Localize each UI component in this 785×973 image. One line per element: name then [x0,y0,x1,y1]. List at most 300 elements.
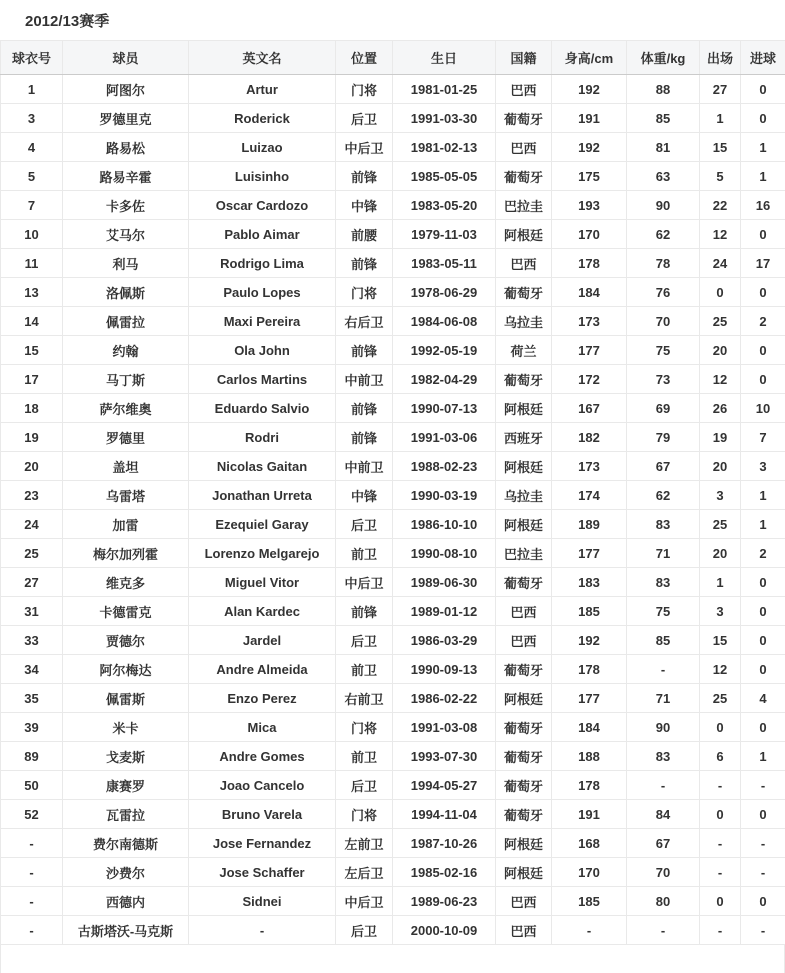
table-cell: 中后卫 [336,568,393,597]
table-cell: 中前卫 [336,452,393,481]
table-cell: 26 [700,394,741,423]
table-cell: 178 [552,655,627,684]
table-cell: Artur [189,75,336,104]
column-header: 出场 [700,41,741,75]
table-cell: Maxi Pereira [189,307,336,336]
table-cell: - [627,771,700,800]
table-cell: 0 [741,220,785,249]
table-cell: 11 [1,249,63,278]
table-cell: 沙费尔 [63,858,189,887]
table-cell: 7 [741,423,785,452]
table-cell: 71 [627,684,700,713]
table-row [1,800,785,829]
table-cell: 路易松 [63,133,189,162]
table-cell: 1984-06-08 [393,307,496,336]
table-cell: 加雷 [63,510,189,539]
table-cell: 中锋 [336,191,393,220]
table-cell: 20 [700,336,741,365]
table-cell: 巴西 [496,249,552,278]
table-cell: 中锋 [336,481,393,510]
table-cell: 1991-03-08 [393,713,496,742]
table-row [1,307,785,336]
table-cell: 后卫 [336,626,393,655]
header-row [1,41,785,75]
table-cell: 1983-05-20 [393,191,496,220]
table-cell: - [700,858,741,887]
table-cell: 71 [627,539,700,568]
table-cell: 50 [1,771,63,800]
table-cell: 24 [700,249,741,278]
table-cell: 2000-10-09 [393,916,496,945]
table-cell: 葡萄牙 [496,365,552,394]
table-row [1,742,785,771]
table-cell: 0 [741,365,785,394]
table-cell: Jonathan Urreta [189,481,336,510]
table-cell: 阿根廷 [496,452,552,481]
table-cell: Andre Almeida [189,655,336,684]
table-cell: 191 [552,104,627,133]
table-cell: Nicolas Gaitan [189,452,336,481]
table-row [1,771,785,800]
table-cell: 1983-05-11 [393,249,496,278]
table-cell: Joao Cancelo [189,771,336,800]
table-cell: 52 [1,800,63,829]
table-cell: 维克多 [63,568,189,597]
table-cell: 贾德尔 [63,626,189,655]
table-row [1,191,785,220]
table-cell: 27 [1,568,63,597]
table-row [1,916,785,945]
column-header: 进球 [741,41,785,75]
table-cell: 1 [700,104,741,133]
column-header: 英文名 [189,41,336,75]
table-cell: 16 [741,191,785,220]
table-cell: 20 [700,452,741,481]
table-cell: 4 [741,684,785,713]
table-cell: 12 [700,220,741,249]
table-cell: 70 [627,858,700,887]
table-cell: 右前卫 [336,684,393,713]
table-cell: 梅尔加列霍 [63,539,189,568]
table-cell: 25 [700,684,741,713]
table-cell: 中后卫 [336,133,393,162]
table-cell: 189 [552,510,627,539]
table-cell: Alan Kardec [189,597,336,626]
table-cell: Bruno Varela [189,800,336,829]
table-cell: 西德内 [63,887,189,916]
table-row [1,655,785,684]
table-cell: 12 [700,655,741,684]
table-cell: 1989-01-12 [393,597,496,626]
table-cell: Jardel [189,626,336,655]
table-cell: 佩雷斯 [63,684,189,713]
table-row [1,336,785,365]
table-cell: 卡多佐 [63,191,189,220]
table-cell: 1991-03-30 [393,104,496,133]
table-cell: 193 [552,191,627,220]
table-cell: 17 [741,249,785,278]
table-cell: 10 [1,220,63,249]
table-cell: 15 [700,626,741,655]
table-cell: - [700,771,741,800]
table-cell: 3 [700,597,741,626]
table-cell: Paulo Lopes [189,278,336,307]
table-cell: 费尔南德斯 [63,829,189,858]
table-cell: 1981-01-25 [393,75,496,104]
table-cell: Jose Schaffer [189,858,336,887]
table-cell: 1 [700,568,741,597]
table-row [1,365,785,394]
table-cell: 葡萄牙 [496,568,552,597]
table-cell: 约翰 [63,336,189,365]
table-cell: 前腰 [336,220,393,249]
table-cell: 7 [1,191,63,220]
table-cell: 乌拉圭 [496,481,552,510]
table-cell: Luizao [189,133,336,162]
table-cell: - [1,916,63,945]
table-cell: 前卫 [336,539,393,568]
table-cell: 170 [552,220,627,249]
table-cell: 0 [741,336,785,365]
table-cell: 门将 [336,800,393,829]
table-cell: 葡萄牙 [496,771,552,800]
table-cell: Sidnei [189,887,336,916]
table-cell: 阿根廷 [496,858,552,887]
table-row [1,452,785,481]
table-cell: 178 [552,249,627,278]
table-cell: 门将 [336,278,393,307]
table-cell: 67 [627,829,700,858]
table-cell: 1982-04-29 [393,365,496,394]
table-cell: 0 [741,655,785,684]
table-cell: 3 [700,481,741,510]
table-cell: 192 [552,75,627,104]
table-cell: 1985-02-16 [393,858,496,887]
table-cell: 34 [1,655,63,684]
table-row [1,829,785,858]
table-cell: 0 [741,597,785,626]
table-cell: 14 [1,307,63,336]
table-cell: 1989-06-23 [393,887,496,916]
table-cell: Rodri [189,423,336,452]
table-cell: 中前卫 [336,365,393,394]
column-header: 国籍 [496,41,552,75]
table-cell: 90 [627,191,700,220]
table-cell: 83 [627,568,700,597]
table-cell: 173 [552,452,627,481]
table-cell: 192 [552,626,627,655]
table-cell: 1 [741,133,785,162]
table-cell: 5 [700,162,741,191]
table-cell: 88 [627,75,700,104]
table-cell: 70 [627,307,700,336]
table-cell: 62 [627,481,700,510]
table-cell: 前锋 [336,336,393,365]
table-cell: 1 [1,75,63,104]
table-cell: 19 [1,423,63,452]
column-header: 身高/cm [552,41,627,75]
table-row [1,162,785,191]
table-cell: 巴西 [496,916,552,945]
table-cell: 1 [741,742,785,771]
table-cell: 洛佩斯 [63,278,189,307]
table-cell: 1988-02-23 [393,452,496,481]
table-cell: 后卫 [336,104,393,133]
table-cell: Eduardo Salvio [189,394,336,423]
table-cell: 西班牙 [496,423,552,452]
table-cell: 葡萄牙 [496,104,552,133]
table-cell: 83 [627,510,700,539]
table-cell: 巴西 [496,75,552,104]
table-cell: 185 [552,887,627,916]
table-cell: Rodrigo Lima [189,249,336,278]
table-row [1,394,785,423]
table-cell: 75 [627,597,700,626]
table-cell: 葡萄牙 [496,742,552,771]
table-cell: 177 [552,684,627,713]
table-cell: 170 [552,858,627,887]
table-cell: - [1,858,63,887]
table-cell: 1981-02-13 [393,133,496,162]
table-cell: 0 [741,887,785,916]
table-row [1,510,785,539]
table-cell: Carlos Martins [189,365,336,394]
table-cell: 5 [1,162,63,191]
table-cell: 阿根廷 [496,829,552,858]
column-header: 球员 [63,41,189,75]
table-cell: 前锋 [336,162,393,191]
table-cell: 175 [552,162,627,191]
table-cell: 167 [552,394,627,423]
table-cell: 12 [700,365,741,394]
table-cell: 6 [700,742,741,771]
table-cell: 葡萄牙 [496,800,552,829]
table-cell: 185 [552,597,627,626]
table-cell: 利马 [63,249,189,278]
table-cell: Enzo Perez [189,684,336,713]
table-cell: 0 [700,887,741,916]
table-cell: 17 [1,365,63,394]
table-cell: 门将 [336,713,393,742]
table-cell: 巴拉圭 [496,539,552,568]
table-cell: 20 [1,452,63,481]
table-cell: - [627,916,700,945]
table-cell: 盖坦 [63,452,189,481]
table-row [1,75,785,104]
table-cell: 75 [627,336,700,365]
table-cell: 葡萄牙 [496,162,552,191]
table-cell: 1992-05-19 [393,336,496,365]
table-cell: 19 [700,423,741,452]
table-cell: 35 [1,684,63,713]
table-cell: - [741,771,785,800]
table-cell: 1979-11-03 [393,220,496,249]
table-row [1,568,785,597]
table-row [1,104,785,133]
table-cell: 罗德里 [63,423,189,452]
table-cell: 3 [1,104,63,133]
table-cell: 2 [741,539,785,568]
table-cell: 90 [627,713,700,742]
table-cell: 阿图尔 [63,75,189,104]
table-cell: 1990-03-19 [393,481,496,510]
table-cell: 63 [627,162,700,191]
table-cell: 1987-10-26 [393,829,496,858]
table-cell: 173 [552,307,627,336]
table-cell: 23 [1,481,63,510]
table-cell: Pablo Aimar [189,220,336,249]
table-cell: 73 [627,365,700,394]
table-cell: 后卫 [336,510,393,539]
table-cell: 古斯塔沃-马克斯 [63,916,189,945]
table-cell: 前锋 [336,597,393,626]
table-cell: 中后卫 [336,887,393,916]
table-cell: 20 [700,539,741,568]
table-cell: 25 [700,307,741,336]
table-cell: 1990-09-13 [393,655,496,684]
table-row [1,713,785,742]
table-row [1,539,785,568]
table-cell: 阿尔梅达 [63,655,189,684]
table-cell: 佩雷拉 [63,307,189,336]
table-cell: 76 [627,278,700,307]
table-cell: - [741,829,785,858]
table-cell: 174 [552,481,627,510]
table-cell: 191 [552,800,627,829]
table-cell: 184 [552,278,627,307]
table-cell: 1 [741,162,785,191]
table-cell: 25 [1,539,63,568]
table-cell: 182 [552,423,627,452]
table-cell: 路易辛霍 [63,162,189,191]
table-cell: 83 [627,742,700,771]
table-cell: 瓦雷拉 [63,800,189,829]
table-cell: 1994-05-27 [393,771,496,800]
table-cell: 前锋 [336,249,393,278]
table-cell: 1978-06-29 [393,278,496,307]
table-cell: 184 [552,713,627,742]
table-cell: 178 [552,771,627,800]
table-cell: 康赛罗 [63,771,189,800]
table-cell: Miguel Vitor [189,568,336,597]
table-cell: 192 [552,133,627,162]
table-cell: 前卫 [336,655,393,684]
table-cell: 27 [700,75,741,104]
table-cell: 31 [1,597,63,626]
table-cell: 15 [1,336,63,365]
table-cell: 1985-05-05 [393,162,496,191]
table-cell: 0 [700,800,741,829]
column-header: 生日 [393,41,496,75]
table-cell: 78 [627,249,700,278]
table-cell: - [627,655,700,684]
table-cell: 葡萄牙 [496,713,552,742]
column-header: 体重/kg [627,41,700,75]
table-cell: 巴西 [496,597,552,626]
table-cell: - [700,829,741,858]
table-cell: 177 [552,539,627,568]
table-cell: 艾马尔 [63,220,189,249]
table-row [1,481,785,510]
table-cell: 22 [700,191,741,220]
table-cell: 1994-11-04 [393,800,496,829]
table-cell: 门将 [336,75,393,104]
table-cell: 米卡 [63,713,189,742]
table-cell: 戈麦斯 [63,742,189,771]
table-cell: 4 [1,133,63,162]
table-cell: 乌拉圭 [496,307,552,336]
table-cell: Mica [189,713,336,742]
table-cell: 阿根廷 [496,684,552,713]
table-cell: 3 [741,452,785,481]
table-cell: 81 [627,133,700,162]
table-cell: - [700,916,741,945]
table-cell: 0 [741,713,785,742]
table-cell: 1989-06-30 [393,568,496,597]
table-cell: Andre Gomes [189,742,336,771]
table-cell: Luisinho [189,162,336,191]
table-cell: 1986-10-10 [393,510,496,539]
table-cell: 80 [627,887,700,916]
table-cell: 69 [627,394,700,423]
table-cell: 马丁斯 [63,365,189,394]
table-cell: 79 [627,423,700,452]
table-cell: Oscar Cardozo [189,191,336,220]
table-cell: 1 [741,481,785,510]
table-row [1,133,785,162]
table-cell: 172 [552,365,627,394]
table-cell: 18 [1,394,63,423]
column-header: 球衣号 [1,41,63,75]
table-cell: Ezequiel Garay [189,510,336,539]
table-cell: 1991-03-06 [393,423,496,452]
table-cell: 右后卫 [336,307,393,336]
table-cell: 33 [1,626,63,655]
table-cell: 巴西 [496,626,552,655]
table-cell: - [189,916,336,945]
table-cell: 巴西 [496,887,552,916]
table-cell: 0 [741,104,785,133]
table-cell: - [741,916,785,945]
table-cell: 25 [700,510,741,539]
table-cell: 84 [627,800,700,829]
table-cell: 后卫 [336,771,393,800]
table-cell: 前锋 [336,394,393,423]
table-cell: 183 [552,568,627,597]
table-cell: 乌雷塔 [63,481,189,510]
table-cell: 89 [1,742,63,771]
table-cell: 0 [741,75,785,104]
table-cell: 39 [1,713,63,742]
table-cell: Jose Fernandez [189,829,336,858]
table-cell: - [1,829,63,858]
table-row [1,626,785,655]
table-cell: 0 [741,800,785,829]
squad-table [0,40,785,945]
table-bottom-spacer [0,945,785,973]
table-cell: 24 [1,510,63,539]
table-cell: 阿根廷 [496,220,552,249]
table-row [1,278,785,307]
table-cell: 前卫 [336,742,393,771]
table-cell: 1 [741,510,785,539]
table-row [1,597,785,626]
table-cell: 1993-07-30 [393,742,496,771]
table-row [1,423,785,452]
table-cell: 巴西 [496,133,552,162]
table-row [1,220,785,249]
table-cell: 荷兰 [496,336,552,365]
